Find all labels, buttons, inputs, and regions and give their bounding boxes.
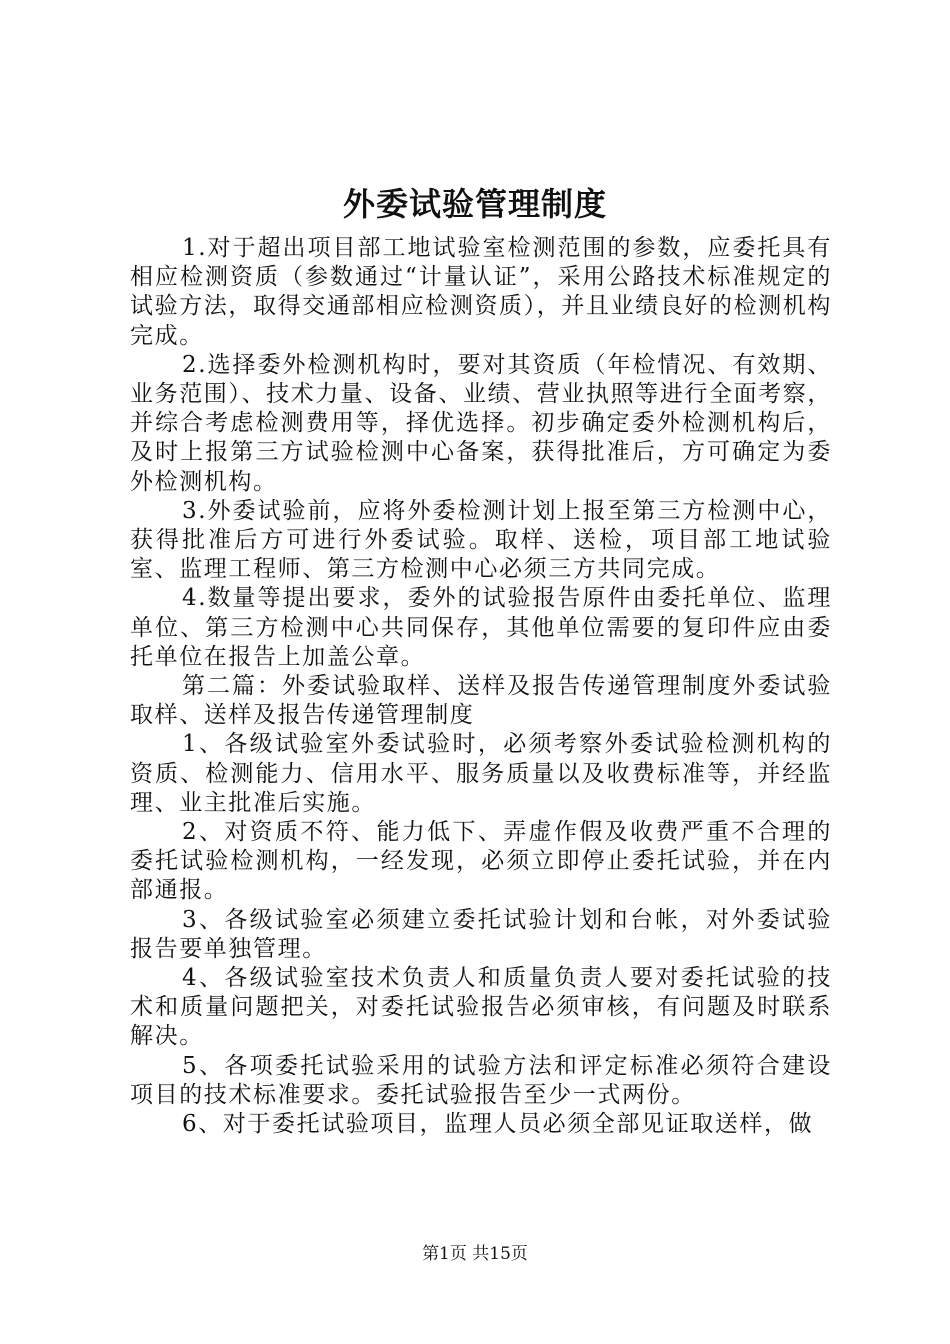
section-heading-part-two: 第二篇：外委试验取样、送样及报告传递管理制度外委试验取样、送样及报告传递管理制度 (130, 673, 832, 729)
paragraph-10: 6、对于委托试验项目，监理人员必须全部见证取送样，做 (182, 1111, 814, 1138)
paragraph-5: 1、各级试验室外委试验时，必须考察外委试验检测机构的资质、检测能力、信用水平、服务质量以及收费标准等，并经监理、业主批准后实施。 (130, 731, 832, 816)
paragraph-2: 2.选择委外检测机构时，要对其资质（年检情况、有效期、业务范围）、技术力量、设备、业绩、营业执照等进行全面考察，并综合考虑检测费用等，择优选择。初步确定委外检测机构后，及时上报第三方试验检测中心备案，获得批准后，方可确定为委外检测机构。 (130, 351, 832, 495)
document-title: 外委试验管理制度 (342, 185, 607, 223)
paragraph-1: 1.对于超出项目部工地试验室检测范围的参数，应委托具有相应检测资质（参数通过“计量认证”，采用公路技术标准规定的试验方法，取得交通部相应检测资质），并且业绩良好的检测机构完成。 (130, 235, 832, 349)
paragraph-6: 2、对资质不符、能力低下、弄虚作假及收费严重不合理的委托试验检测机构，一经发现，必须立即停止委托试验，并在内部通报。 (130, 819, 832, 904)
page-footer: 第1页 共15页 (422, 1244, 528, 1264)
paragraph-8: 4、各级试验室技术负责人和质量负责人要对委托试验的技术和质量问题把关，对委托试验报告必须审核，有问题及时联系解决。 (130, 965, 832, 1050)
paragraph-9: 5、各项委托试验采用的试验方法和评定标准必须符合建设项目的技术标准要求。委托试验报告至少一式两份。 (130, 1052, 832, 1108)
paragraph-7: 3、各级试验室必须建立委托试验计划和台帐，对外委试验报告要单独管理。 (130, 906, 832, 962)
document-body (130, 234, 832, 1139)
paragraph-3: 3.外委试验前，应将外委检测计划上报至第三方检测中心，获得批准后方可进行外委试验。取样、送检，项目部工地试验室、监理工程师、第三方检测中心必须三方共同完成。 (130, 497, 832, 583)
paragraph-4: 4.数量等提出要求，委外的试验报告原件由委托单位、监理单位、第三方检测中心共同保存，其他单位需要的复印件应由委托单位在报告上加盖公章。 (130, 585, 832, 670)
